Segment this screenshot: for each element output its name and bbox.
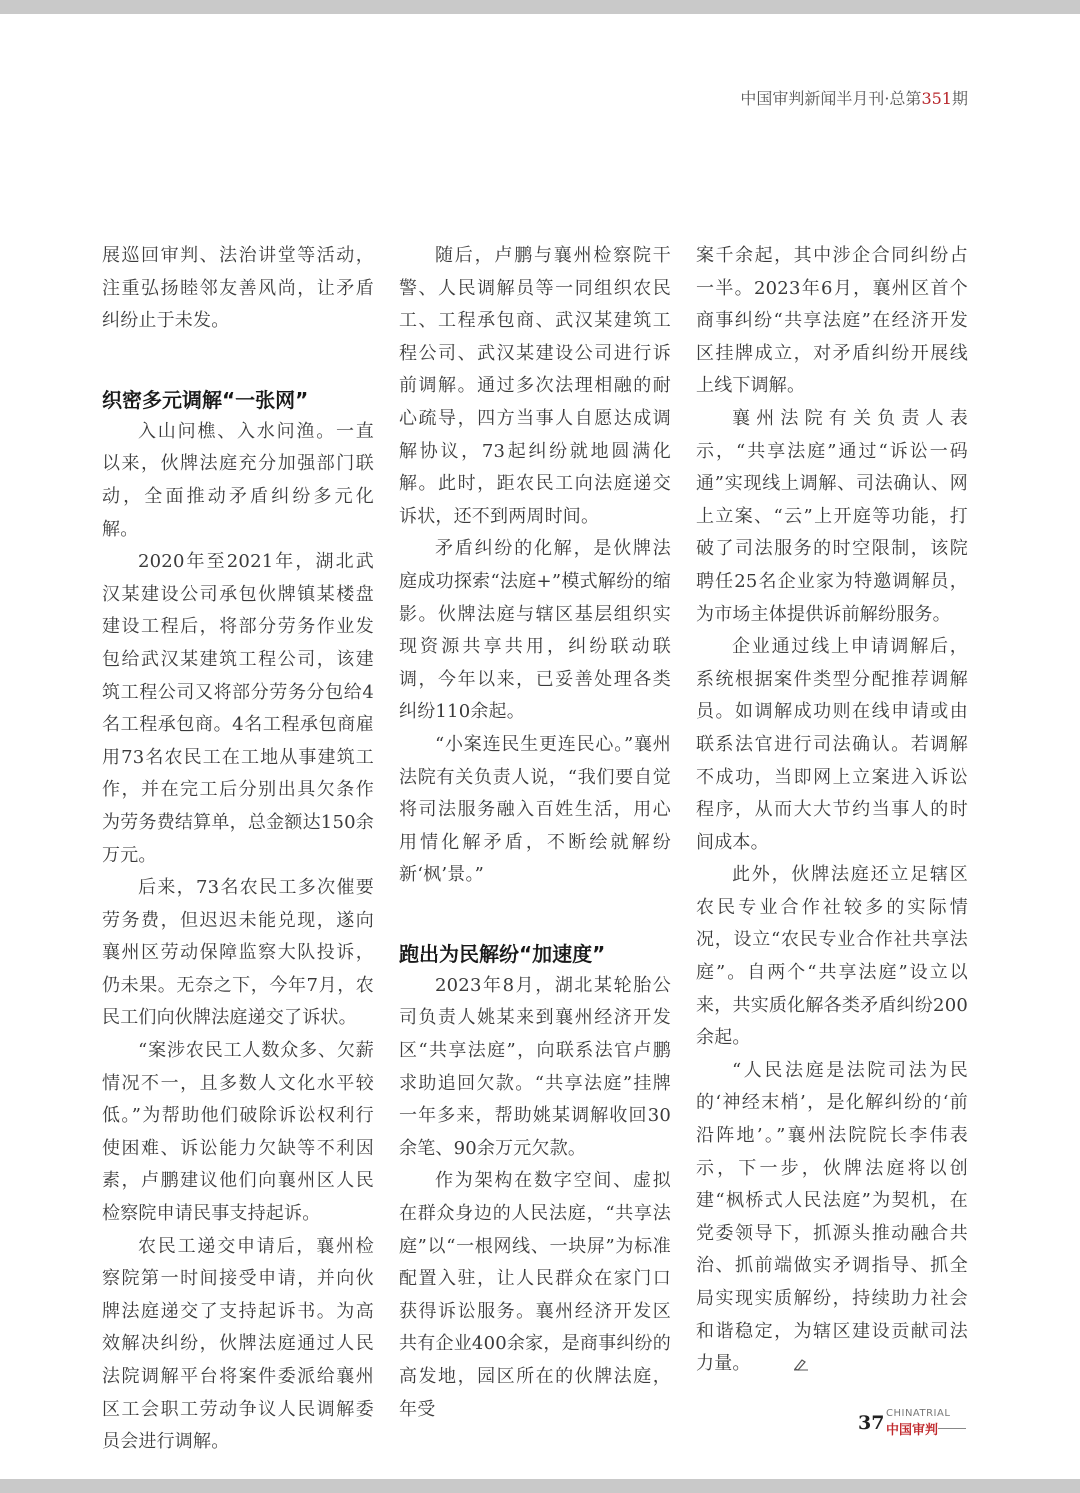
paragraph-text: 襄州法院有关负责人表示，“共享法庭”通过“诉讼一码通”实现线上调解、司法确认、网上立案、“云”上开庭等功能，打破了司法服务的时空限制，该院聘任25名企业家为特邀调解员，为市场主体提供诉前解纷服务。 [696, 407, 968, 625]
paragraph-text: 入山问樵、入水问渔。一直以来，伙牌法庭充分加强部门联动，全面推动矛盾纠纷多元化解。 [102, 420, 374, 540]
body-paragraph [399, 970, 671, 1166]
paragraph-text: 2023年8月，湖北某轮胎公司负责人姚某来到襄州经济开发区“共享法庭”，向联系法官卢鹏求助追回欠款。“共享法庭”挂牌一年多来，帮助姚某调解收回30余笔、90余万元欠款。 [399, 974, 671, 1159]
article-column-3 [696, 240, 968, 1381]
body-paragraph [102, 240, 374, 338]
magazine-brand-cn: 中国审判 [886, 1423, 939, 1438]
body-paragraph [102, 872, 374, 1035]
section-heading [399, 938, 671, 970]
paragraph-text: 案千余起，其中涉企合同纠纷占一半。2023年6月，襄州区首个商事纠纷“共享法庭”在经济开发区挂牌成立，对矛盾纠纷开展线上线下调解。 [696, 245, 968, 397]
body-paragraph [102, 1231, 374, 1459]
paragraph-text: “人民法庭是法院司法为民的‘神经末梢’，是化解纠纷的‘前沿阵地’。”襄州法院院长李伟表示，下一步，伙牌法庭将以创建“枫桥式人民法庭”为契机，在党委领导下，抓源头推动融合共治、抓前端做实矛调指导、抓全局实现实质解纷，持续助力社会和谐稳定，为辖区建设贡献司法力量。 [696, 1059, 968, 1375]
paragraph-text: 2020年至2021年，湖北武汉某建设公司承包伙牌镇某楼盘建设工程后，将部分劳务作业发包给武汉某建筑工程公司，该建筑工程公司又将部分劳务分包给4名工程承包商。4名工程承包商雇用73名农民工在工地从事建筑工作，并在完工后分别出具欠条作为劳务费结算单，总金额达150余万元。 [102, 551, 374, 866]
body-paragraph [696, 240, 968, 403]
issue-suffix: 期 [951, 89, 968, 108]
paragraph-text: 农民工递交申请后，襄州检察院第一时间接受申请，并向伙牌法庭递交了支持起诉书。为高效解决纠纷，伙牌法庭通过人民法院调解平台将案件委派给襄州区工会职工劳动争议人民调解委员会进行调解。 [102, 1235, 374, 1453]
page-number: 37 [858, 1412, 885, 1434]
body-paragraph [399, 1165, 671, 1426]
body-paragraph [102, 1035, 374, 1231]
paragraph-text: 作为架构在数字空间、虚拟在群众身边的人民法庭，“共享法庭”以“一根网线、一块屏”为标准配置入驻，让人民群众在家门口获得诉讼服务。襄州经济开发区共有企业400余家，是商事纠纷的高发地，园区所在的伙牌法庭，年受 [399, 1170, 671, 1420]
brand-rule [938, 1428, 966, 1429]
article-column-1 [102, 240, 374, 1459]
article-column-2 [399, 240, 671, 1426]
page-footer [858, 1406, 968, 1440]
paragraph-text: 矛盾纠纷的化解，是伙牌法庭成功探索“法庭+”模式解纷的缩影。伙牌法庭与辖区基层组织实现资源共享共用，纠纷联动联调，今年以来，已妥善处理各类纠纷110余起。 [399, 538, 671, 723]
paragraph-text: “小案连民生更连民心。”襄州法院有关负责人说，“我们要自觉将司法服务融入百姓生活，用心用情化解矛盾，不断绘就解纷新‘枫’景。” [399, 733, 671, 886]
paragraph-text: 随后，卢鹏与襄州检察院干警、人民调解员等一同组织农民工、工程承包商、武汉某建筑工程公司、武汉某建设公司进行诉前调解。通过多次法理相融的耐心疏导，四方当事人自愿达成调解协议，73起纠纷就地圆满化解。此时，距农民工向法庭递交诉状，还不到两周时间。 [399, 245, 671, 527]
body-paragraph [102, 416, 374, 546]
body-paragraph [102, 546, 374, 872]
pen-end-mark-icon [757, 1350, 773, 1364]
body-paragraph [696, 403, 968, 631]
body-paragraph [399, 729, 671, 892]
paragraph-text: 企业通过线上申请调解后，系统根据案件类型分配推荐调解员。如调解成功则在线申请或由联系法官进行司法确认。若调解不成功，当即网上立案进入诉讼程序，从而大大节约当事人的时间成本。 [696, 636, 968, 853]
section-heading [102, 384, 374, 416]
running-head [700, 86, 968, 109]
body-paragraph [696, 1055, 968, 1381]
magazine-brand-en: CHINATRIAL [886, 1408, 951, 1419]
paragraph-text: 此外，伙牌法庭还立足辖区农民专业合作社较多的实际情况，设立“农民专业合作社共享法庭”。自两个“共享法庭”设立以来，共实质化解各类矛盾纠纷200余起。 [696, 864, 968, 1049]
paragraph-text: 后来，73名农民工多次催要劳务费，但迟迟未能兑现，遂向襄州区劳动保障监察大队投诉，仍未果。无奈之下，今年7月，农民工们向伙牌法庭递交了诉状。 [102, 877, 374, 1029]
section-heading-text: 织密多元调解“一张网” [102, 387, 309, 412]
bottom-border-bar [0, 1479, 1080, 1493]
section-heading-text: 跑出为民解纷“加速度” [399, 941, 606, 966]
paragraph-text: “案涉农民工人数众多、欠薪情况不一，且多数人文化水平较低。”为帮助他们破除诉讼权利行使困难、诉讼能力欠缺等不利因素，卢鹏建议他们向襄州区人民检察院申请民事支持起诉。 [102, 1040, 374, 1225]
body-paragraph [399, 240, 671, 533]
issue-number: 351 [921, 89, 952, 108]
paragraph-text: 展巡回审判、法治讲堂等活动，注重弘扬睦邻友善风尚，让矛盾纠纷止于未发。 [102, 245, 374, 332]
body-paragraph [696, 859, 968, 1055]
body-paragraph [696, 631, 968, 859]
publication-name: 中国审判新闻半月刊·总第 [740, 89, 922, 108]
body-paragraph [399, 533, 671, 729]
top-border-bar [0, 0, 1080, 14]
